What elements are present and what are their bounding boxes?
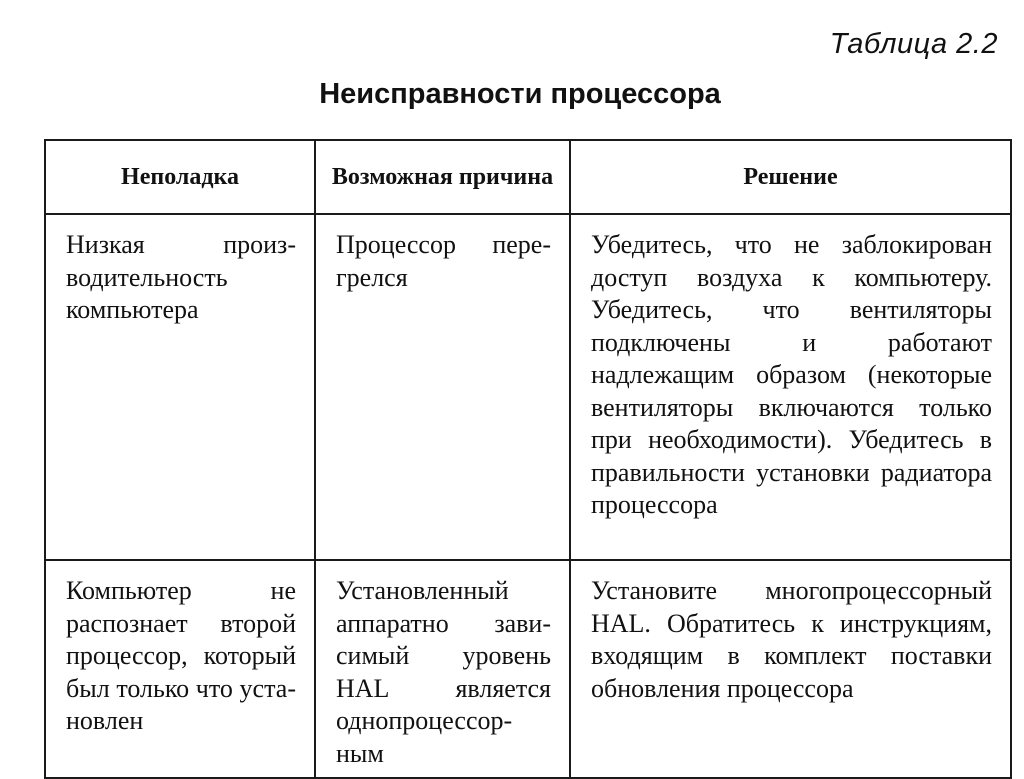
header-possible-cause: Возможная причина — [315, 140, 570, 214]
cell-problem — [45, 214, 315, 560]
cell-solution-text: Убедитесь, что не заблокирован доступ воздуха к компьютеру. Убедитесь, что вентиляторы подключены и работают надлежащим образом (некоторые вентиляторы включаются только при необходимости). Убедитесь в правильности установки радиатора процессора — [591, 230, 992, 519]
cell-cause-text: Установленный аппаратно зависимый уровень HAL является однопроцессорным — [336, 576, 551, 768]
table-number: Таблица 2.2 — [829, 28, 998, 60]
cell-cause — [315, 214, 570, 560]
table-title: Неисправности процессора — [319, 78, 721, 110]
table-header-row — [45, 140, 1011, 214]
cell-solution-text: Установите многопроцессорный HAL. Обратитесь к инструкциям, входящим в комплект поставки обновления процессора — [591, 576, 992, 703]
cell-cause-text: Процессор перегрелся — [336, 230, 551, 292]
cell-problem-text: Низкая производительность компьютера — [66, 230, 296, 324]
table-row — [45, 214, 1011, 560]
header-solution: Решение — [570, 140, 1011, 214]
cell-problem-text: Компьютер не распознает второй процессор, который был только что установлен — [66, 576, 296, 735]
cell-problem — [45, 560, 315, 778]
table-row — [45, 560, 1011, 778]
header-problem: Неполадка — [45, 140, 315, 214]
cell-solution — [570, 560, 1011, 778]
malfunctions-table — [44, 139, 1012, 779]
cell-solution — [570, 214, 1011, 560]
cell-cause — [315, 560, 570, 778]
